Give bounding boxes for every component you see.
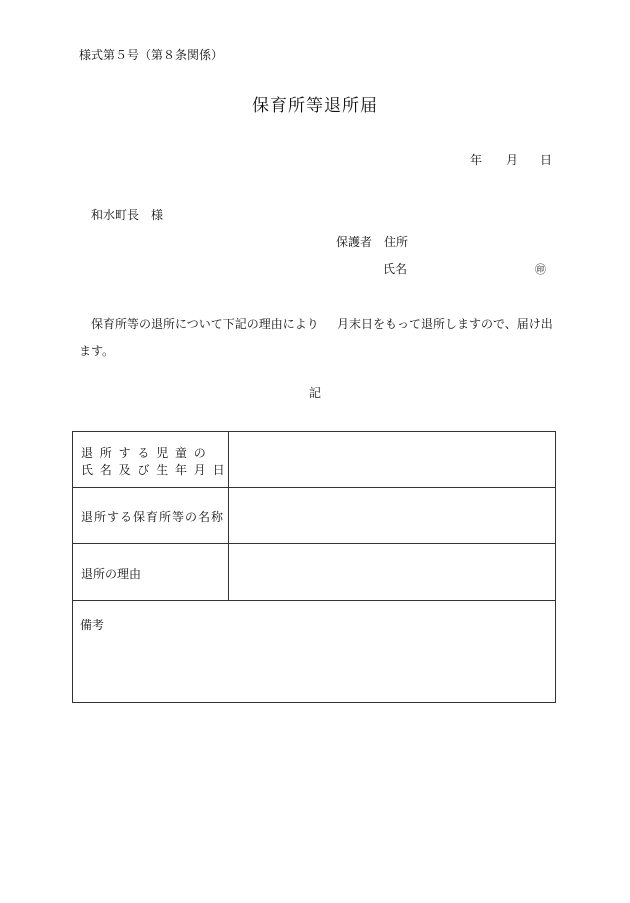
addressee: 和水町長 様 [91,208,164,222]
form-number: 様式第５号（第８条関係） [79,48,224,62]
child-info-field[interactable] [229,432,555,487]
table-row-remarks[interactable] [73,601,555,702]
body-text-line2: ます。 [79,344,115,358]
facility-name-field[interactable] [229,488,555,543]
date-month-label: 月 [506,153,519,167]
reason-label: 退所の理由 [81,567,142,581]
child-info-label-cell [73,432,232,487]
guardian-name-label: 氏名 [383,262,408,276]
body-text-line1-left: 保育所等の退所について下記の理由により [91,317,319,331]
remarks-label: 備考 [80,618,105,632]
date-day-label: 日 [540,153,553,167]
reason-field[interactable] [229,544,555,600]
seal-mark: ㊞ [535,263,546,276]
reason-label-cell [73,544,229,600]
facility-name-label-cell [73,488,229,543]
date-year-label: 年 [470,153,483,167]
table-row-facility-name [73,488,555,544]
guardian-address-label: 保護者 住所 [336,235,409,249]
child-info-label-line1: 退所する児童の [81,446,213,460]
withdrawal-table [72,431,556,703]
facility-name-label: 退所する保育所等の名称 [81,510,225,524]
table-row-child-info [73,432,555,488]
body-text-line1-right: 月末日をもって退所しますので、届け出 [337,317,553,331]
child-info-label-line2: 氏名及び生年月日 [81,463,232,477]
document-title: 保育所等退所届 [252,96,378,116]
ki-heading: 記 [308,386,321,400]
table-row-reason [73,544,555,601]
